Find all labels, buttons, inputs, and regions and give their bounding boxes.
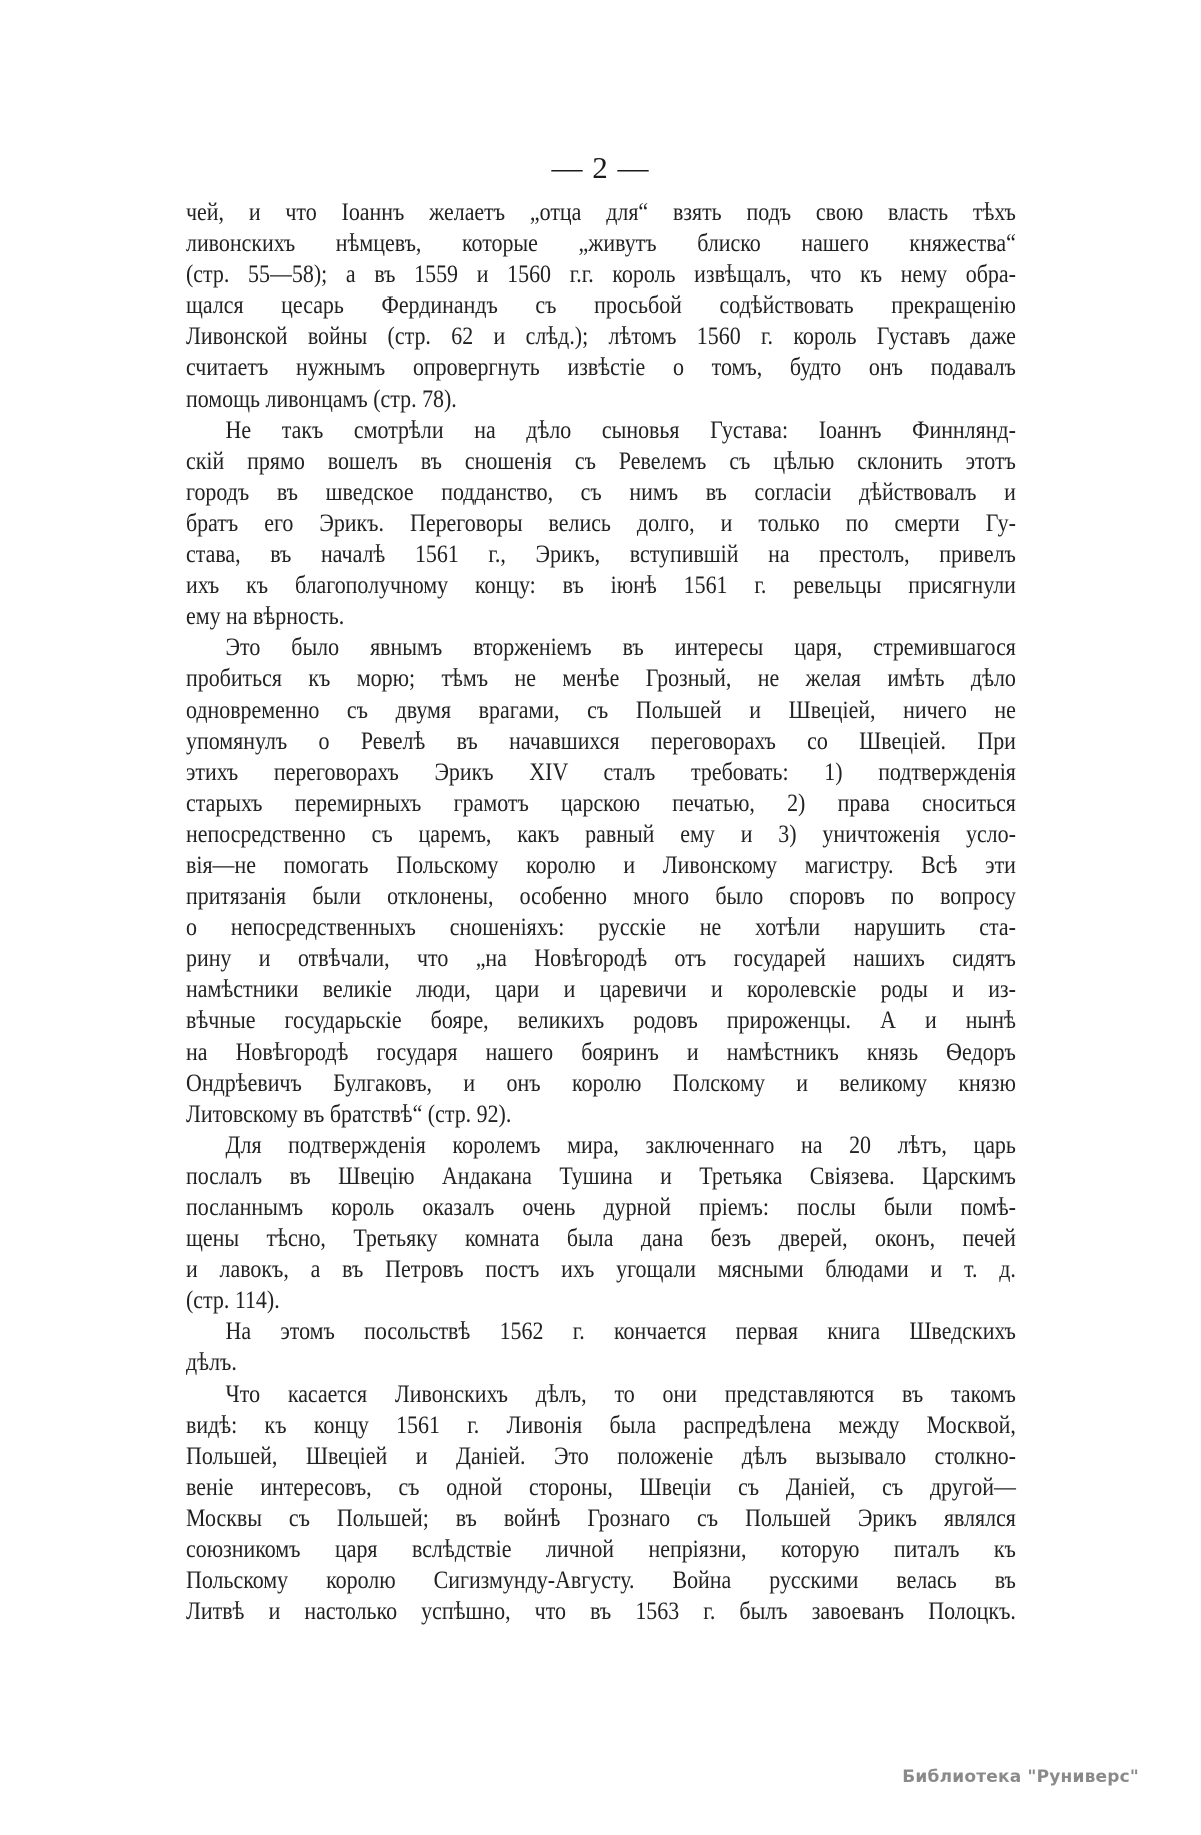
text-line: и лавокъ, а въ Петровъ постъ ихъ угощали мясными блюдами и т. д. xyxy=(186,1254,1016,1284)
text-line: (стр. 55—58); а въ 1559 и 1560 г.г. король извѣщалъ, что къ нему обра- xyxy=(186,259,1016,289)
text-line: старыхъ перемирныхъ грамотъ царскою печатью, 2) права сноситься xyxy=(186,787,1016,817)
text-line: Ливонской войны (стр. 62 и слѣд.); лѣтомъ 1560 г. король Густавъ даже xyxy=(186,321,1016,351)
text-line: (стр. 114). xyxy=(186,1285,280,1315)
text-line: Ондрѣевичъ Булгаковъ, и онъ королю Полскому и великому князю xyxy=(186,1067,1016,1097)
text-line: считаетъ нужнымъ опровергнуть извѣстіе о томъ, будто онъ подавалъ xyxy=(186,352,1016,382)
text-line: вѣчные государьскіе бояре, великихъ родовъ прироженцы. А и нынѣ xyxy=(186,1005,1016,1035)
text-line: дѣлъ. xyxy=(186,1347,237,1377)
text-line: Для подтвержденія королемъ мира, заключеннаго на 20 лѣтъ, царь xyxy=(225,1129,1016,1159)
paragraph xyxy=(186,1315,1016,1377)
paragraph xyxy=(186,414,1016,632)
text-line: щался цесарь Фердинандъ съ просьбой содѣйствовать прекращенію xyxy=(186,290,1016,320)
text-line: Польшей, Швеціей и Даніей. Это положеніе дѣлъ вызывало столкно- xyxy=(186,1440,1016,1470)
text-line: ливонскихъ нѣмцевъ, которые „живутъ блиско нашего княжества“ xyxy=(186,228,1016,258)
paragraph xyxy=(186,631,1016,1129)
text-line: Польскому королю Сигизмунду-Августу. Война русскими велась въ xyxy=(186,1565,1016,1595)
text-line: Литвѣ и настолько успѣшно, что въ 1563 г. былъ завоеванъ Полоцкъ. xyxy=(186,1596,1016,1626)
page-number: — 2 — xyxy=(551,150,650,185)
text-line: На этомъ посольствѣ 1562 г. кончается первая книга Шведскихъ xyxy=(225,1316,1016,1346)
text-line: Москвы съ Польшей; въ войнѣ Грознаго съ Польшей Эрикъ являлся xyxy=(186,1502,1016,1532)
text-line: чей, и что Іоаннъ желаетъ „отца для“ взять подъ свою власть тѣхъ xyxy=(186,197,1016,226)
text-line: видѣ: къ концу 1561 г. Ливонія была распредѣлена между Москвой, xyxy=(186,1409,1016,1439)
text-line: веніе интересовъ, съ одной стороны, Швеціи съ Даніей, съ другой— xyxy=(186,1471,1016,1501)
text-line: одновременно съ двумя врагами, съ Польшей и Швеціей, ничего не xyxy=(186,694,1016,724)
text-line: притязанія были отклонены, особенно много было споровъ по вопросу xyxy=(186,881,1016,911)
text-line: рину и отвѣчали, что „на Новѣгородѣ отъ государей нашихъ сидятъ xyxy=(186,943,1016,973)
text-line: союзникомъ царя вслѣдствіе личной непріязни, которую питалъ къ xyxy=(186,1534,1016,1564)
library-watermark: Библиотека "Руниверс" xyxy=(902,1767,1139,1787)
text-line: непосредственно съ царемъ, какъ равный ему и 3) уничтоженія усло- xyxy=(186,818,1016,848)
text-line: Не такъ смотрѣли на дѣло сыновья Густава: Іоаннъ Финнлянд- xyxy=(225,414,1016,444)
text-line: щены тѣсно, Третьяку комната была дана безъ дверей, оконъ, печей xyxy=(186,1223,1016,1253)
paragraph xyxy=(186,1129,1016,1316)
text-line: пробиться къ морю; тѣмъ не менѣе Грозный, не желая имѣть дѣло xyxy=(186,663,1016,693)
text-line: Это было явнымъ вторженіемъ въ интересы царя, стремившагося xyxy=(225,632,1016,662)
text-line: ихъ къ благополучному концу: въ іюнѣ 1561 г. ревельцы присягнули xyxy=(186,570,1016,600)
text-line: городъ въ шведское подданство, съ нимъ въ согласіи дѣйствовалъ и xyxy=(186,476,1016,506)
body-text xyxy=(186,196,1016,1626)
text-line: Что касается Ливонскихъ дѣлъ, то они представляются въ такомъ xyxy=(225,1378,1016,1408)
text-line: скій прямо вошелъ въ сношенія съ Ревелемъ съ цѣлью склонить этотъ xyxy=(186,445,1016,475)
text-line: посланнымъ король оказалъ очень дурной пріемъ: послы были помѣ- xyxy=(186,1192,1016,1221)
text-line: упомянулъ о Ревелѣ въ начавшихся переговорахъ со Швеціей. При xyxy=(186,725,1016,755)
paragraph xyxy=(186,196,1016,414)
paragraph xyxy=(186,1378,1016,1627)
text-line: на Новѣгородѣ государя нашего бояринъ и намѣстникъ князь Ѳедоръ xyxy=(186,1036,1016,1066)
text-line: вія—не помогать Польскому королю и Ливонскому магистру. Всѣ эти xyxy=(186,849,1016,879)
text-line: помощь ливонцамъ (стр. 78). xyxy=(186,383,457,413)
text-line: става, въ началѣ 1561 г., Эрикъ, вступившій на престолъ, привелъ xyxy=(186,539,1016,569)
text-line: ему на вѣрность. xyxy=(186,601,345,631)
text-line: братъ его Эрикъ. Переговоры велись долго, и только по смерти Гу- xyxy=(186,507,1016,537)
text-line: послалъ въ Швецію Андакана Тушина и Третьяка Свіязева. Царскимъ xyxy=(186,1160,1016,1190)
text-line: этихъ переговорахъ Эрикъ XIV сталъ требовать: 1) подтвержденія xyxy=(186,756,1016,786)
text-line: намѣстники великіе люди, цари и царевичи и королевскіе роды и из- xyxy=(186,974,1016,1004)
text-line: о непосредственныхъ сношеніяхъ: русскіе не хотѣли нарушить ста- xyxy=(186,912,1016,942)
text-line: Литовскому въ братствѣ“ (стр. 92). xyxy=(186,1098,512,1128)
